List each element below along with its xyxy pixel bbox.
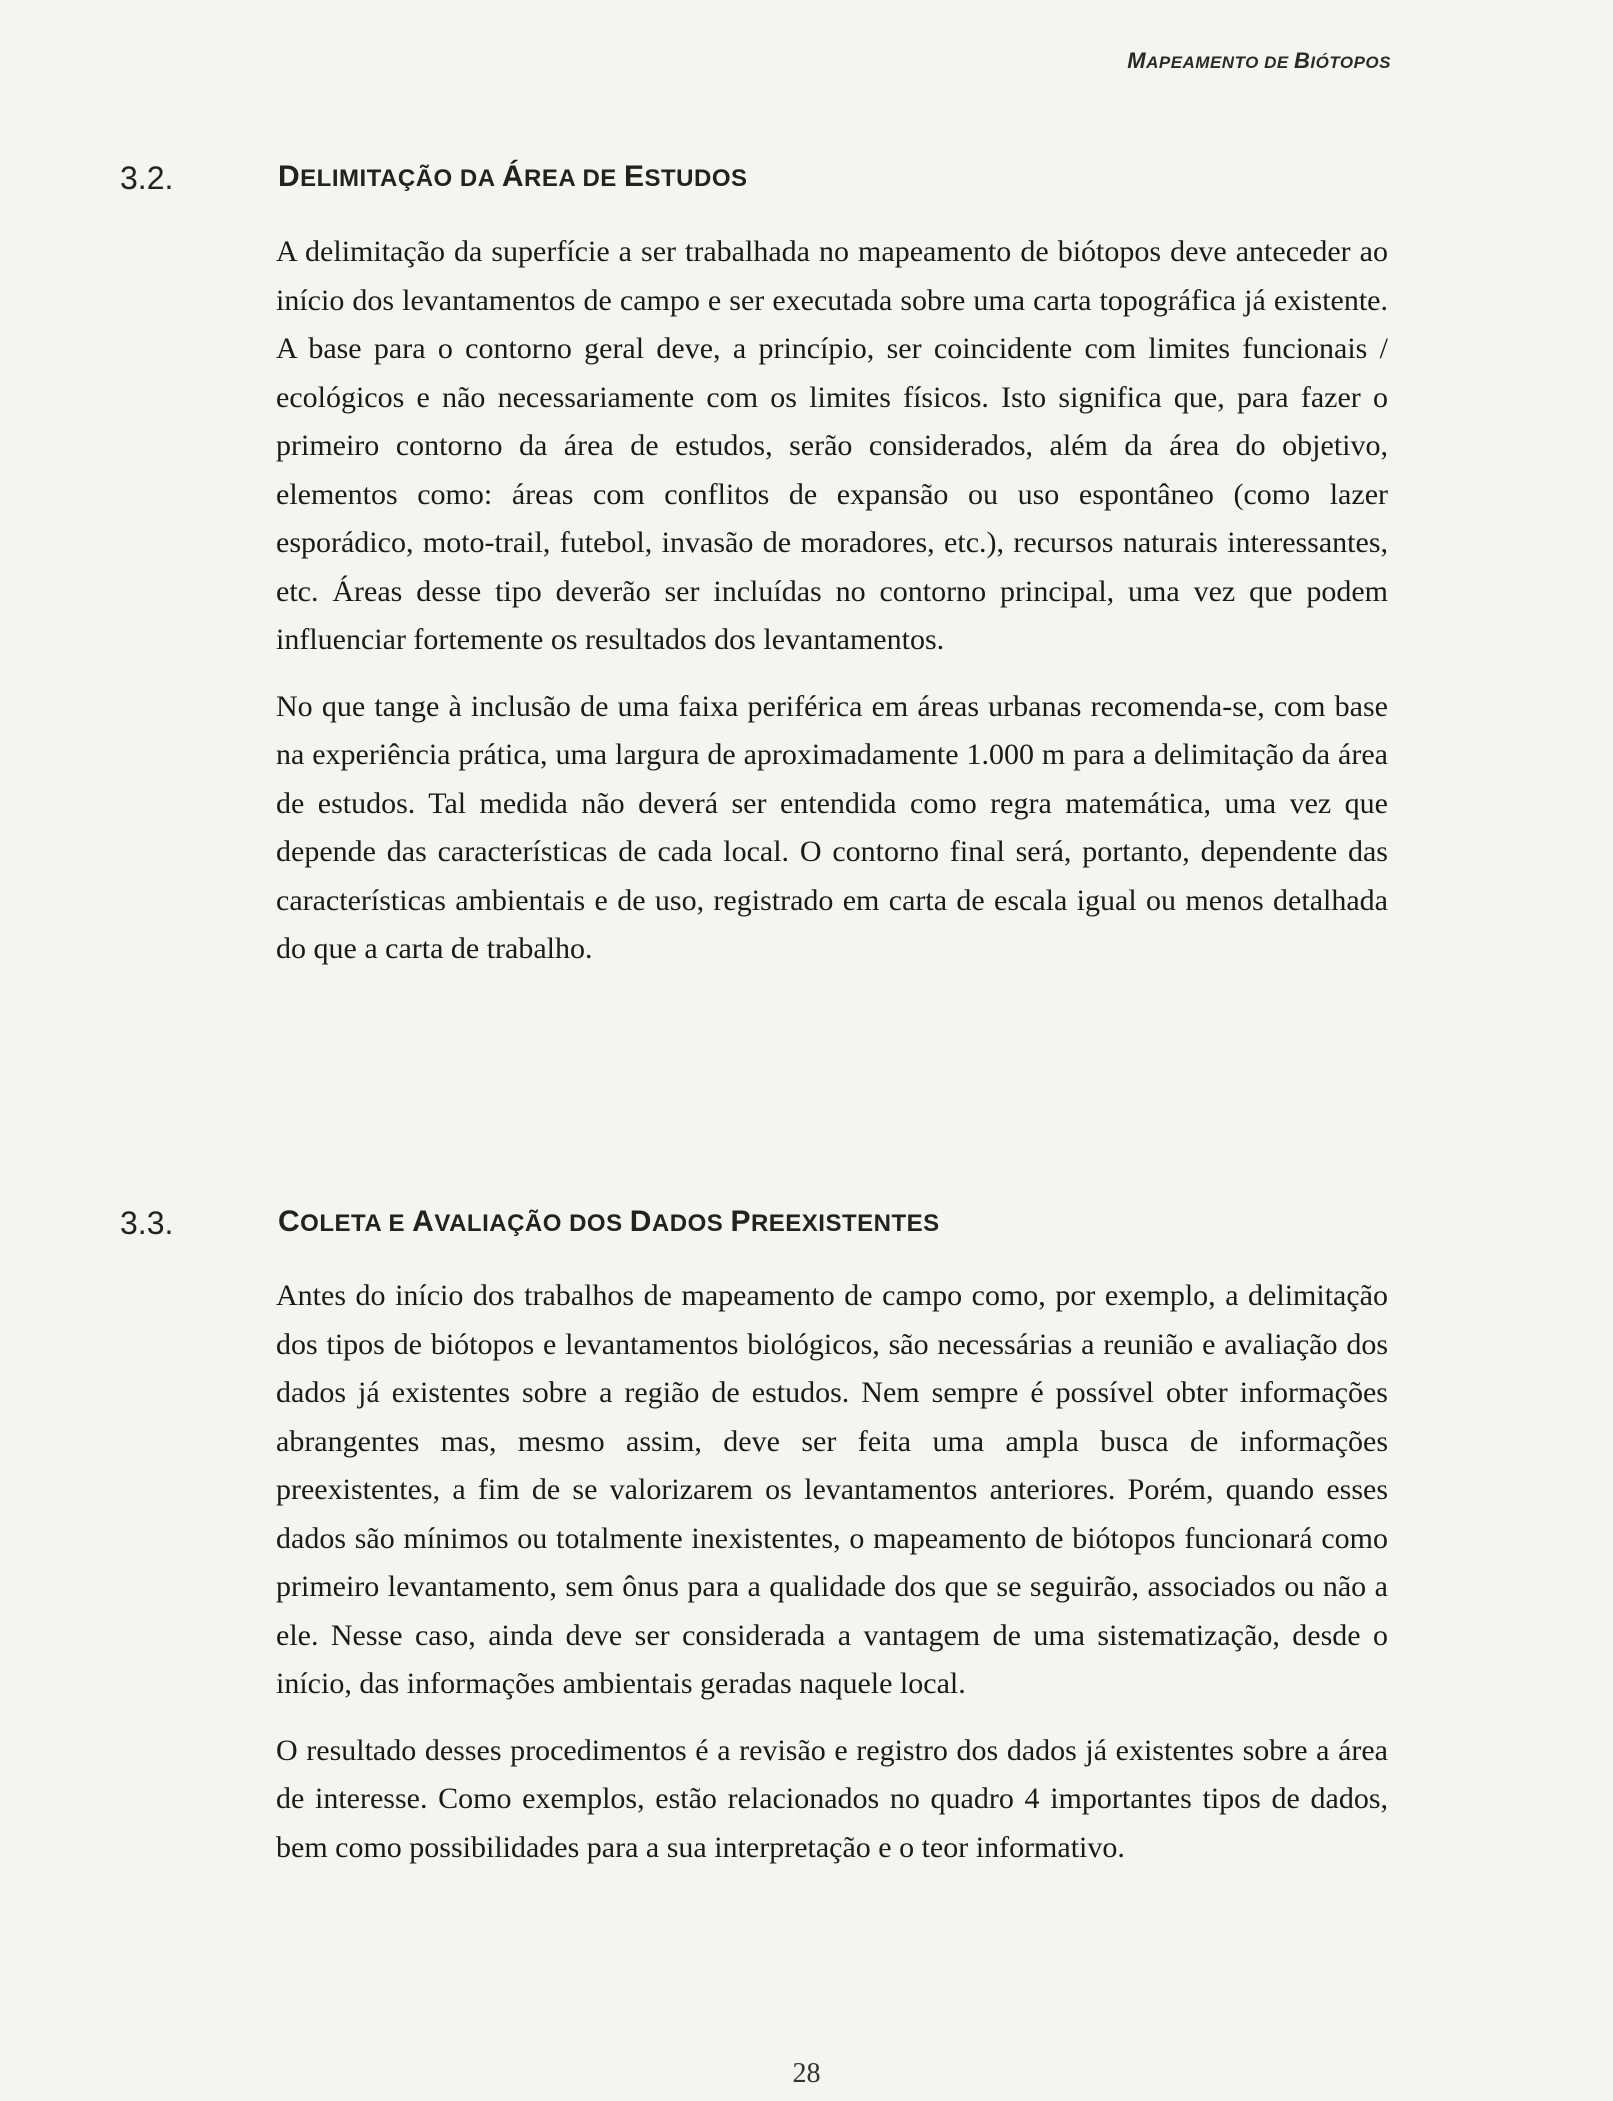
paragraph: O resultado desses procedimentos é a revisão e registro dos dados já existentes sobre a área de interesse. Como exemplos, estão relacionados no quadro 4 importantes tipos de dados, bem como possibilidades para a sua interpretação e o teor informativo. — [276, 1733, 1388, 1864]
section-title: COLETA E AVALIAÇÃO DOS DADOS PREEXISTENTES — [278, 1205, 940, 1238]
paragraph: Antes do início dos trabalhos de mapeamento de campo como, por exemplo, a delimitação dos tipos de biótopos e levantamentos biológicos, são necessárias a reunião e avaliação dos dados já existentes sobre a região de estudos. Nem sempre é possível obter informações abrangentes mas, mesmo assim, deve ser feita uma ampla busca de informações preexistentes, a fim de se valorizarem os levantamentos anteriores. Porém, quando esses dados são mínimos ou totalmente inexistentes, o mapeamento de biótopos funcionará como primeiro levantamento, sem ônus para a qualidade dos que se seguirão, associados ou não a ele. Nesse caso, ainda deve ser considerada a vantagem de uma sistematização, desde o início, das informações ambientais geradas naquele local. — [276, 1279, 1388, 1700]
section-number: 3.2. — [120, 160, 174, 196]
section-title: DELIMITAÇÃO DA ÁREA DE ESTUDOS — [278, 160, 748, 193]
page-number: 28 — [792, 2058, 821, 2089]
paragraph: A delimitação da superfície a ser trabalhada no mapeamento de biótopos deve anteceder ao início dos levantamentos de campo e ser executada sobre uma carta topográfica já existente. A base para o contorno geral deve, a princípio, ser coincidente com limites funcionais / ecológicos e não necessariamente com os limites físicos. Isto significa que, para fazer o primeiro contorno da área de estudos, serão considerados, além da área do objetivo, elementos como: áreas com conflitos de expansão ou uso espontâneo (como lazer esporádico, moto-trail, futebol, invasão de moradores, etc.), recursos naturais interessantes, etc. Áreas desse tipo deverão ser incluídas no contorno principal, uma vez que podem influenciar fortemente os resultados dos levantamentos. — [276, 235, 1388, 656]
paragraph: No que tange à inclusão de uma faixa periférica em áreas urbanas recomenda-se, com base na experiência prática, uma largura de aproximadamente 1.000 m para a delimitação da área de estudos. Tal medida não deverá ser entendida como regra matemática, uma vez que depende das características de cada local. O contorno final será, portanto, dependente das características ambientais e de uso, registrado em carta de escala igual ou menos detalhada do que a carta de trabalho. — [276, 689, 1388, 965]
running-header: MAPEAMENTO DE BIÓTOPOS — [1127, 48, 1391, 73]
section-body-3-3 — [276, 1272, 1388, 1872]
section-number: 3.3. — [120, 1205, 174, 1241]
section-body-3-2 — [276, 228, 1388, 974]
